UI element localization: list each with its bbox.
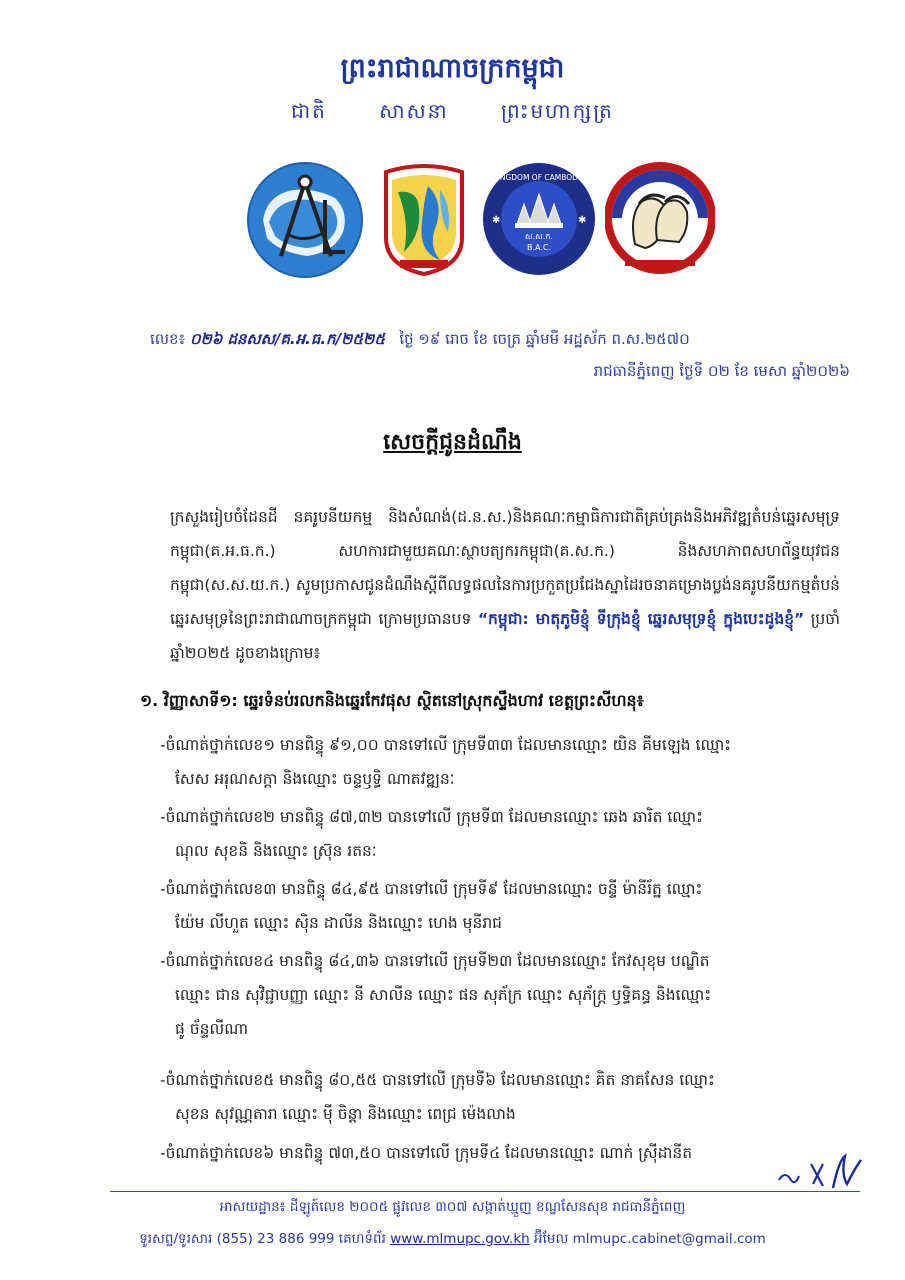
intro-text: ក្រសួងរៀបចំដែនដី នគរូបនីយកម្ម និងសំណង់(ដ.ន.ស.)និងគណៈកម្មាធិការជាតិគ្រប់គ្រងនិងអភិវឌ្ឍតំបន់ឆ្នេរសមុទ្រកម្ពុជា(គ.អ.ធ.ក.) សហការជាមួយគណៈស្ថាបត្យករកម្ពុជា(គ.ស.ក.) និងសហភាពសហព័ន្ធយុវជនកម្ពុជា(ស.ស.យ.ក.) សូមប្រកាសជូនដំណឹងស្តីពីលទ្ធផលនៃការប្រកួតប្រជែងស្នាដៃរចនាគម្រោងប្លង់នគរូបនីយកម្មតំបន់ឆ្នេរសមុទ្រនៃព្រះរាជាណាចក្រកម្ពុជា ក្រោមប្រធានបទ — [170, 508, 840, 628]
award-line: -ចំណាត់ថ្នាក់លេខ៥ មានពិន្ទុ ៨០,៥៥ បានទៅលើ ក្រុមទី៦ ដែលមានឈ្មោះ គិត នាគសែន ឈ្មោះ — [160, 1071, 715, 1089]
footer-divider — [110, 1191, 860, 1192]
award-line: ផូ ច័ន្ទលីណា — [175, 1020, 249, 1038]
award-line: -ចំណាត់ថ្នាក់លេខ៤ មានពិន្ទុ ៨៤,៣៦ បានទៅលើ ក្រុមទី២៣ ដែលមានឈ្មោះ កែវសុខុម បណ្ឌិត — [160, 952, 710, 970]
document-title: សេចក្តីជូនដំណឹង — [383, 430, 522, 455]
competition-theme: “កម្ពុជា: មាតុភូមិខ្ញុំ ទីក្រុងខ្ញុំ ឆ្នេរសមុទ្រខ្ញុំ ក្នុងបេះដូងខ្ញុំ” — [477, 610, 805, 628]
award-line: សែស អរុណសក្តា និងឈ្មោះ ចន្ទឫទ្ធិ ណាតវឌ្ឍនៈ — [175, 770, 455, 788]
motto-nation: ជាតិ — [291, 99, 327, 123]
award-line: -ចំណាត់ថ្នាក់លេខ៣ មានពិន្ទុ ៨៤,៩៥ បានទៅលើ ក្រុមទី៩ ដែលមានឈ្មោះ ចន្ទី ម៉ានីរ័ត្ន ឈ្មោះ — [160, 880, 703, 898]
reference-code: ដនសស/គ.អ.ធ.ក/២៥២៥ — [227, 330, 386, 348]
reference-label: លេខ៖ — [150, 330, 186, 348]
place-date: រាជធានីភ្នំពេញ ថ្ងៃទី ០២ ខែ មេសា ឆ្នាំ២០២៦ — [593, 362, 850, 380]
phone-label: ទូរសព្ទ/ទូរសារ — [139, 1231, 213, 1247]
motto-religion: សាសនា — [379, 99, 449, 123]
ministry-logo — [245, 160, 365, 280]
award-line: -ចំណាត់ថ្នាក់លេខ៦ មានពិន្ទុ ៧៣,៥០ បានទៅលើ ក្រុមទី៤ ដែលមានឈ្មោះ ណាក់ ស្រ៊ីដានីត — [160, 1144, 693, 1162]
intro-text-end: ប្រចាំឆ្នាំ២០២៥ ដូចខាងក្រោម៖ — [170, 610, 840, 662]
reference-line — [150, 330, 850, 352]
signature-initials — [775, 1150, 865, 1195]
footer-address: អាសយដ្ឋាន៖ ដីឡូត៍លេខ ២០០៥ ផ្លូវលេខ ៣០៧ សង្កាត់ឃ្មួញ ខណ្ឌសែនសុខ រាជធានីភ្នំពេញ — [219, 1199, 686, 1215]
logo-bac-latin: B.A.C. — [526, 243, 552, 252]
award-item — [160, 872, 850, 940]
award-line: យ៉ែម លីហួត ឈ្មោះ ស៊ិន ដាលីន និងឈ្មោះ ហេង មុនីរាជ — [175, 914, 503, 932]
kingdom-title: ព្រះរាជាណាចក្រកម្ពុជា — [340, 53, 565, 84]
lunar-date: ថ្ងៃ ១៩ រោច ខែ ចេត្រ ឆ្នាំមមី អដ្ឋស័ក ព.ស.២៥៧០ — [399, 330, 690, 348]
national-motto — [0, 98, 905, 128]
svg-text:✱: ✱ — [492, 215, 501, 226]
phone-number: (855) 23 886 999 — [216, 1231, 335, 1247]
youth-federation-logo — [605, 160, 715, 278]
website-label: គេហទំព័រ — [338, 1231, 386, 1247]
award-line: -ចំណាត់ថ្នាក់លេខ១ មានពិន្ទុ ៩១,០០ បានទៅលើ ក្រុមទី៣៣ ដែលមានឈ្មោះ យិន គីមឡេង ឈ្មោះ — [160, 736, 732, 754]
award-line: ណុល សុខនិ និងឈ្មោះ ស្រ៊ុន រតនៈ — [175, 842, 377, 860]
logo-bac-abbr: ស.ស.ក. — [525, 232, 553, 241]
award-item — [160, 800, 850, 868]
award-line: សុខន សុវណ្ណតារា ឈ្មោះ ម៉ី ចិន្តា និងឈ្មោះ ពេជ្រ ម៉េងលាង — [175, 1105, 516, 1123]
website-link[interactable]: www.mlmupc.gov.kh — [390, 1231, 530, 1247]
email-address[interactable]: mlmupc.cabinet@gmail.com — [572, 1231, 766, 1247]
coastal-committee-logo — [378, 162, 470, 278]
logo-bac-top: KINGDOM OF CAMBODIA — [492, 173, 586, 182]
section-heading: ១. វិញ្ញាសាទី១: ឆ្នេរទំនប់រលកនិងឆ្នេរកែវផុស ស្ថិតនៅស្រុកស្ទឹងហាវ ខេត្តព្រះសីហនុ៖ — [140, 691, 644, 710]
award-line: ឈ្មោះ ជាន សុវិជ្ជាបញ្ញា ឈ្មោះ នី សាលីន ឈ្មោះ ផន សុភ័ក្រ ឈ្មោះ សុភ័ក្ត្រ ឫទ្ធិគន្ធ និងឈ្មោះ — [175, 986, 712, 1004]
award-item — [160, 1063, 850, 1131]
award-item — [160, 1136, 760, 1170]
award-line: -ចំណាត់ថ្នាក់លេខ២ មានពិន្ទុ ៨៧,៣២ បានទៅលើ ក្រុមទី៣ ដែលមានឈ្មោះ ឆេង ឆារិត ឈ្មោះ — [160, 808, 703, 826]
reference-number: ០២៦ — [189, 330, 223, 348]
architects-association-logo — [480, 160, 598, 278]
footer-contact — [0, 1230, 905, 1250]
award-item — [160, 944, 850, 1046]
svg-text:✱: ✱ — [578, 215, 587, 226]
intro-paragraph — [170, 500, 840, 670]
motto-king: ព្រះមហាក្សត្រ — [501, 99, 614, 123]
email-label: អ៊ីមែល — [534, 1231, 569, 1247]
award-item — [160, 728, 850, 796]
